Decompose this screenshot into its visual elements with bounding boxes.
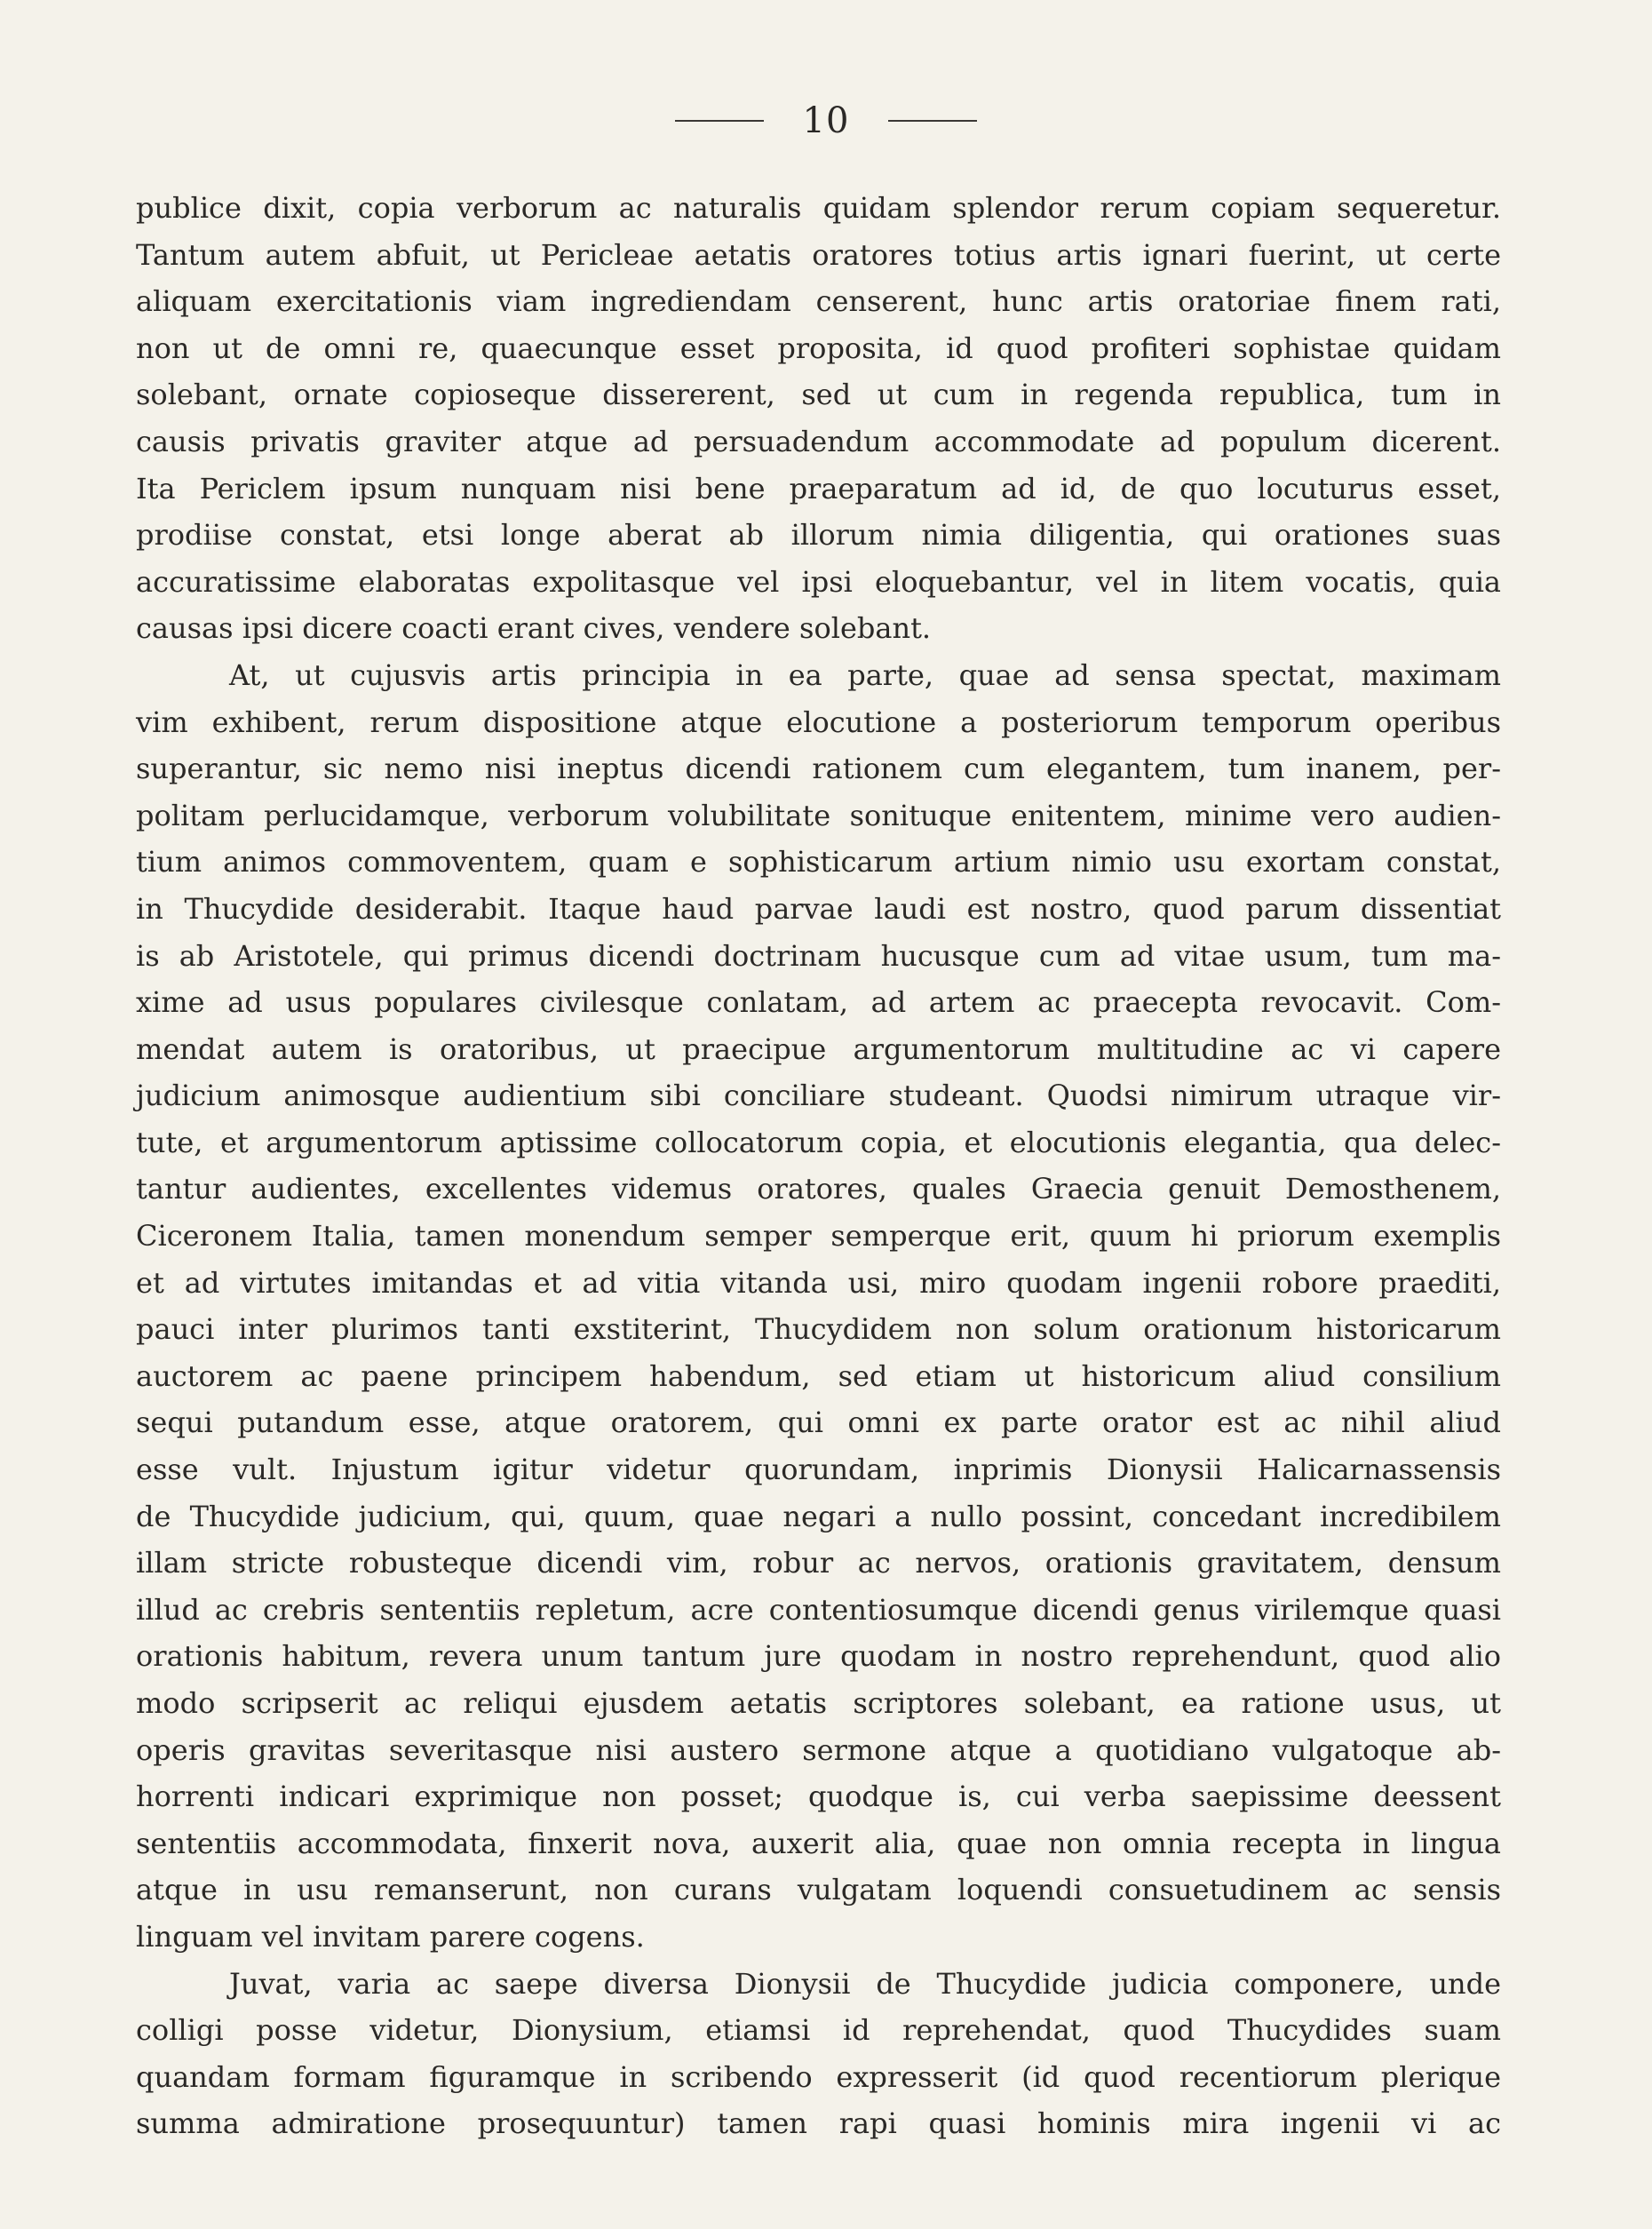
- page-number: 10: [802, 100, 850, 141]
- text-line: colligi posse videtur, Dionysium, etiamsi id reprehendat, quod Thucydides suam: [136, 2013, 1501, 2048]
- text-line: orationis habitum, revera unum tantum jure quodam in nostro reprehendunt, quod alio: [136, 1639, 1501, 1674]
- text-line: et ad virtutes imitandas et ad vitia vitanda usi, miro quodam ingenii robore praediti,: [136, 1265, 1501, 1300]
- text-line: At, ut cujusvis artis principia in ea parte, quae ad sensa spectat, maximam: [229, 657, 1501, 692]
- text-line: causas ipsi dicere coacti erant cives, vendere solebant.: [136, 611, 932, 646]
- text-line: mendat autem is oratoribus, ut praecipue argumentorum multitudine ac vi capere: [136, 1031, 1501, 1066]
- text-line: judicium animosque audientium sibi conciliare studeant. Quodsi nimirum utraque vir-: [136, 1079, 1501, 1113]
- text-line: non ut de omni re, quaecunque esset proposita, id quod profiteri sophistae quidam: [136, 330, 1501, 365]
- text-line: summa admiratione prosequuntur) tamen rapi quasi hominis mira ingenii vi ac: [136, 2106, 1501, 2141]
- text-line: pauci inter plurimos tanti exstiterint, Thucydidem non solum orationum historicarum: [136, 1312, 1501, 1347]
- text-line: modo scripserit ac reliqui ejusdem aetatis scriptores solebant, ea ratione usus, ut: [136, 1686, 1501, 1720]
- text-line: quandam formam figuramque in scribendo expresserit (id quod recentiorum plerique: [136, 2059, 1501, 2094]
- text-line: sequi putandum esse, atque oratorem, qui omni ex parte orator est ac nihil aliud: [136, 1405, 1501, 1440]
- text-line: aliquam exercitationis viam ingrediendam censerent, hunc artis oratoriae finem rati,: [136, 284, 1501, 319]
- text-line: xime ad usus populares civilesque conlatam, ad artem ac praecepta revocavit. Com-: [136, 985, 1501, 1020]
- text-line: is ab Aristotele, qui primus dicendi doctrinam hucusque cum ad vitae usum, tum ma-: [136, 938, 1501, 973]
- text-line: sententiis accommodata, finxerit nova, auxerit alia, quae non omnia recepta in lingua: [136, 1826, 1501, 1860]
- text-line: publice dixit, copia verborum ac naturalis quidam splendor rerum copiam sequeretur.: [136, 191, 1501, 225]
- body-text: [136, 185, 1501, 2147]
- text-line: Ciceronem Italia, tamen monendum semper semperque erit, quum hi priorum exemplis: [136, 1219, 1501, 1254]
- text-line: Juvat, varia ac saepe diversa Dionysii de Thucydide judicia componere, unde: [229, 1966, 1501, 2001]
- text-line: Ita Periclem ipsum nunquam nisi bene praeparatum ad id, de quo locuturus esset,: [136, 471, 1501, 506]
- text-line: operis gravitas severitasque nisi austero sermone atque a quotidiano vulgatoque ab-: [136, 1732, 1501, 1767]
- text-line: tute, et argumentorum aptissime collocatorum copia, et elocutionis elegantia, qua delec-: [136, 1125, 1501, 1159]
- text-line: linguam vel invitam parere cogens.: [136, 1919, 645, 1954]
- header-rule-left: [675, 120, 764, 122]
- text-line: superantur, sic nemo nisi ineptus dicendi rationem cum elegantem, tum inanem, per-: [136, 752, 1501, 786]
- text-line: solebant, ornate copioseque dissererent, sed ut cum in regenda republica, tum in: [136, 378, 1501, 412]
- text-line: politam perlucidamque, verborum volubilitate sonituque enitentem, minime vero audien-: [136, 798, 1501, 832]
- text-line: horrenti indicari exprimique non posset; quodque is, cui verba saepissime deessent: [136, 1779, 1501, 1814]
- text-line: esse vult. Injustum igitur videtur quorundam, inprimis Dionysii Halicarnassensis: [136, 1453, 1501, 1487]
- text-line: vim exhibent, rerum dispositione atque elocutione a posteriorum temporum operibus: [136, 705, 1501, 739]
- text-line: accuratissime elaboratas expolitasque vel ipsi eloquebantur, vel in litem vocatis, quia: [136, 564, 1501, 599]
- page-header: [0, 98, 1652, 141]
- text-line: illud ac crebris sententiis repletum, acre contentiosumque dicendi genus virilemque quasi: [136, 1592, 1501, 1627]
- text-line: tium animos commoventem, quam e sophisticarum artium nimio usu exortam constat,: [136, 845, 1501, 880]
- text-line: de Thucydide judicium, qui, quum, quae negari a nullo possint, concedant incredibilem: [136, 1499, 1501, 1533]
- text-line: illam stricte robusteque dicendi vim, robur ac nervos, orationis gravitatem, densum: [136, 1546, 1501, 1580]
- text-line: auctorem ac paene principem habendum, sed etiam ut historicum aliud consilium: [136, 1358, 1501, 1393]
- text-line: tantur audientes, excellentes videmus oratores, quales Graecia genuit Demosthenem,: [136, 1172, 1501, 1206]
- text-line: Tantum autem abfuit, ut Pericleae aetatis oratores totius artis ignari fuerint, ut certe: [136, 237, 1501, 272]
- text-line: prodiise constat, etsi longe aberat ab illorum nimia diligentia, qui orationes suas: [136, 518, 1501, 553]
- text-line: in Thucydide desiderabit. Itaque haud parvae laudi est nostro, quod parum dissentiat: [136, 891, 1501, 926]
- text-line: atque in usu remanserunt, non curans vulgatam loquendi consuetudinem ac sensis: [136, 1873, 1501, 1907]
- text-line: causis privatis graviter atque ad persuadendum accommodate ad populum dicerent.: [136, 424, 1501, 458]
- header-rule-right: [888, 120, 977, 122]
